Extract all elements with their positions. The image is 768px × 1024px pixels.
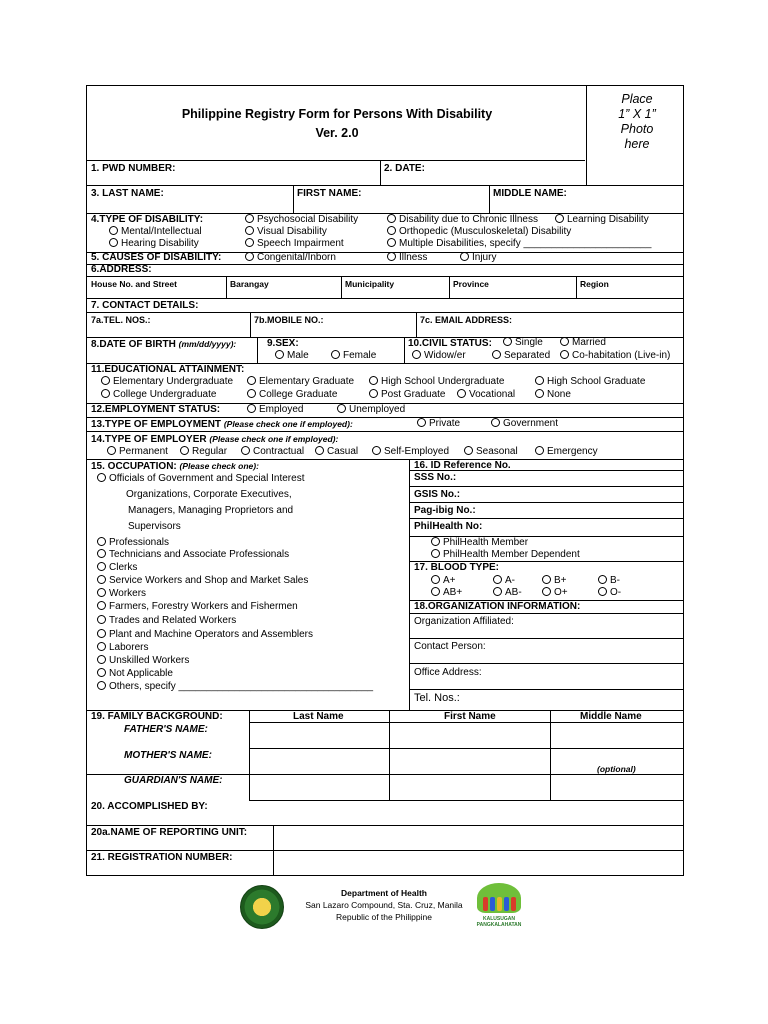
form-version: Ver. 2.0 xyxy=(315,126,359,140)
education-option[interactable]: College Undergraduate xyxy=(101,389,216,401)
employer-type-option[interactable]: Self-Employed xyxy=(372,446,449,458)
blood-option[interactable]: O+ xyxy=(542,587,568,599)
blood-option[interactable]: B- xyxy=(598,575,620,587)
occupation-option[interactable]: Farmers, Forestry Workers and Fishermen xyxy=(97,601,298,613)
civil-option[interactable]: Separated xyxy=(492,350,550,362)
guardian-label: GUARDIAN'S NAME: xyxy=(124,775,223,786)
rule xyxy=(87,850,683,851)
education-option[interactable]: High School Graduate xyxy=(535,376,645,388)
education-option[interactable]: None xyxy=(535,389,571,401)
causes-option[interactable]: Injury xyxy=(460,252,496,264)
family-col: Last Name xyxy=(293,711,344,722)
rule xyxy=(87,160,585,161)
occupation-option[interactable]: Plant and Machine Operators and Assemblers xyxy=(97,629,313,641)
last-name-label: 3. LAST NAME: xyxy=(91,188,164,199)
employment-type-label xyxy=(91,418,353,431)
address-col: Municipality xyxy=(345,279,395,289)
rule xyxy=(341,276,342,298)
logo-figure xyxy=(511,897,516,911)
occupation-option[interactable]: Officials of Government and Special Interest xyxy=(97,473,304,485)
employment-status-option[interactable]: Employed xyxy=(247,404,303,416)
sex-option[interactable]: Female xyxy=(331,350,376,362)
civil-option[interactable]: Married xyxy=(560,337,606,349)
sss-label: SSS No.: xyxy=(414,472,457,483)
occupation-text: Supervisors xyxy=(128,521,181,532)
logo-text: KALUSUGAN PANGKALAHATAN xyxy=(476,916,522,928)
pwd-number-label: 1. PWD NUMBER: xyxy=(91,163,176,174)
occupation-option[interactable]: Technicians and Associate Professionals xyxy=(97,549,289,561)
employment-type-option[interactable]: Government xyxy=(491,418,558,430)
rule xyxy=(249,748,683,749)
address-label: 6.ADDRESS: xyxy=(91,264,152,275)
mother-label: MOTHER'S NAME: xyxy=(124,750,212,761)
employment-type-hint: (Please check one if employed): xyxy=(223,419,353,429)
philhealth-option[interactable]: PhilHealth Member Dependent xyxy=(431,549,580,561)
rule xyxy=(409,613,683,614)
footer-country: Republic of the Philippine xyxy=(336,912,432,922)
mobile-label: 7b.MOBILE NO.: xyxy=(254,315,324,325)
causes-option[interactable]: Illness xyxy=(387,252,427,264)
sex-option[interactable]: Male xyxy=(275,350,309,362)
philhealth-option[interactable]: PhilHealth Member xyxy=(431,537,528,549)
occupation-text: 15. OCCUPATION: xyxy=(91,461,177,472)
rule xyxy=(409,518,683,519)
disability-option[interactable]: Learning Disability xyxy=(555,214,649,226)
occupation-option[interactable]: Not Applicable xyxy=(97,668,173,680)
philhealth-label: PhilHealth No: xyxy=(414,521,483,532)
registration-label: 21. REGISTRATION NUMBER: xyxy=(91,852,233,863)
rule xyxy=(87,264,683,265)
rule xyxy=(409,663,683,664)
employer-type-option[interactable]: Permanent xyxy=(107,446,168,458)
form-title: Philippine Registry Form for Persons With Disability xyxy=(181,107,493,121)
rule xyxy=(87,431,683,432)
causes-option[interactable]: Congenital/Inborn xyxy=(245,252,336,264)
occupation-text: Organizations, Corporate Executives, xyxy=(126,489,292,500)
office-address-label: Office Address: xyxy=(414,667,482,678)
contact-label: 7. CONTACT DETAILS: xyxy=(91,300,199,311)
occupation-option[interactable]: Laborers xyxy=(97,642,148,654)
rule xyxy=(416,312,417,337)
education-option[interactable]: Elementary Graduate xyxy=(247,376,354,388)
blood-option[interactable]: AB- xyxy=(493,587,522,599)
causes-label: 5. CAUSES OF DISABILITY: xyxy=(91,252,222,263)
employer-type-option[interactable]: Regular xyxy=(180,446,227,458)
education-option[interactable]: Post Graduate xyxy=(369,389,445,401)
occupation-hint: (Please check one): xyxy=(179,461,259,471)
blood-option[interactable]: B+ xyxy=(542,575,567,587)
rule xyxy=(87,825,683,826)
logo-figure xyxy=(504,897,509,911)
registry-form xyxy=(86,85,684,876)
tel-label: 7a.TEL. NOS.: xyxy=(91,315,151,325)
rule xyxy=(249,800,683,801)
disability-option[interactable]: Psychosocial Disability xyxy=(245,214,358,226)
education-option[interactable]: Elementary Undergraduate xyxy=(101,376,233,388)
id-ref-label: 16. ID Reference No. xyxy=(414,460,511,471)
rule xyxy=(404,337,405,363)
disability-option[interactable]: Disability due to Chronic Illness xyxy=(387,214,538,226)
civil-option[interactable]: Single xyxy=(503,337,543,349)
employment-type-option[interactable]: Private xyxy=(417,418,460,430)
employer-type-option[interactable]: Seasonal xyxy=(464,446,518,458)
rule xyxy=(449,276,450,298)
employer-type-label xyxy=(91,433,338,446)
family-label: 19. FAMILY BACKGROUND: xyxy=(91,711,223,722)
employment-status-option[interactable]: Unemployed xyxy=(337,404,405,416)
rule xyxy=(550,710,551,800)
rule xyxy=(489,185,490,213)
rule xyxy=(226,276,227,298)
pagibig-label: Pag-ibig No.: xyxy=(414,505,476,516)
blood-option[interactable]: A- xyxy=(493,575,515,587)
father-label: FATHER'S NAME: xyxy=(124,724,208,735)
employer-type-option[interactable]: Contractual xyxy=(241,446,304,458)
rule xyxy=(409,502,683,503)
employer-type-hint: (Please check one if employed): xyxy=(209,434,339,444)
rule xyxy=(380,160,381,185)
birth-hint: (mm/dd/yyyy): xyxy=(178,339,237,349)
rule xyxy=(409,689,683,690)
education-option[interactable]: Vocational xyxy=(457,389,515,401)
logo-figure xyxy=(497,897,502,911)
occupation-text: Managers, Managing Proprietors and xyxy=(128,505,294,516)
rule xyxy=(576,276,577,298)
address-col: Region xyxy=(580,279,609,289)
employment-status-label: 12.EMPLOYMENT STATUS: xyxy=(91,404,221,415)
rule xyxy=(87,312,683,313)
address-col: House No. and Street xyxy=(91,279,177,289)
education-label: 11.EDUCATIONAL ATTAINMENT: xyxy=(91,364,245,375)
civil-label: 10.CIVIL STATUS: xyxy=(408,338,492,349)
logo-figure xyxy=(483,897,488,911)
photo-text: here xyxy=(624,137,650,151)
org-tel-label: Tel. Nos.: xyxy=(414,692,460,704)
footer-address: San Lazaro Compound, Sta. Cruz, Manila xyxy=(305,900,463,910)
middle-name-label: MIDDLE NAME: xyxy=(493,188,567,199)
occupation-option[interactable]: Unskilled Workers xyxy=(97,655,189,667)
photo-text: 1” X 1” xyxy=(618,107,656,121)
occupation-option[interactable]: Professionals xyxy=(97,537,169,549)
employer-type-option[interactable]: Casual xyxy=(315,446,358,458)
employer-type-text: 14.TYPE OF EMPLOYER xyxy=(91,434,207,445)
disability-option[interactable]: Multiple Disabilities, specify _______________________ xyxy=(387,238,651,250)
disability-label: 4.TYPE OF DISABILITY: xyxy=(91,214,204,225)
first-name-label: FIRST NAME: xyxy=(297,188,362,199)
civil-option[interactable]: Widow/er xyxy=(412,350,466,362)
rule xyxy=(389,710,390,800)
rule xyxy=(87,276,683,277)
family-col: First Name xyxy=(444,711,496,722)
rule xyxy=(87,185,683,186)
sex-label: 9.SEX: xyxy=(267,338,299,349)
address-col: Province xyxy=(453,279,489,289)
logo-figure xyxy=(490,897,495,911)
occupation-option[interactable]: Workers xyxy=(97,588,146,600)
birth-label xyxy=(91,338,236,351)
kalusugan-logo xyxy=(475,883,523,929)
email-label: 7c. EMAIL ADDRESS: xyxy=(420,315,513,325)
optional-note: (optional) xyxy=(597,764,636,774)
contact-person-label: Contact Person: xyxy=(414,641,486,652)
rule xyxy=(257,337,258,363)
gsis-label: GSIS No.: xyxy=(414,489,461,500)
disability-option[interactable]: Hearing Disability xyxy=(109,238,199,250)
disability-option[interactable]: Orthopedic (Musculoskeletal) Disability xyxy=(387,226,571,238)
photo-placeholder xyxy=(589,92,685,152)
occupation-option[interactable]: Others, specify ___________________________________ xyxy=(97,681,373,693)
rule xyxy=(249,710,250,800)
blood-option[interactable]: A+ xyxy=(431,575,456,587)
education-option[interactable]: High School Undergraduate xyxy=(369,376,504,388)
rule xyxy=(409,459,410,710)
disability-option[interactable]: Visual Disability xyxy=(245,226,327,238)
footer-department: Department of Health xyxy=(341,888,427,898)
organization-label: 18.ORGANIZATION INFORMATION: xyxy=(414,601,581,612)
blood-option[interactable]: O- xyxy=(598,587,621,599)
org-affiliated-label: Organization Affiliated: xyxy=(414,616,514,627)
rule xyxy=(293,185,294,213)
rule xyxy=(409,486,683,487)
employment-type-text: 13.TYPE OF EMPLOYMENT xyxy=(91,419,222,430)
rule xyxy=(273,825,274,876)
occupation-option[interactable]: Trades and Related Workers xyxy=(97,615,236,627)
civil-option[interactable]: Co-habitation (Live-in) xyxy=(560,350,670,362)
rule xyxy=(87,298,683,299)
disability-option[interactable]: Speech Impairment xyxy=(245,238,344,250)
occupation-option[interactable]: Clerks xyxy=(97,562,137,574)
birth-label-text: 8.DATE OF BIRTH xyxy=(91,339,176,350)
photo-text: Place xyxy=(621,92,653,106)
employer-type-option[interactable]: Emergency xyxy=(535,446,598,458)
occupation-option[interactable]: Service Workers and Shop and Market Sales xyxy=(97,575,308,587)
occupation-label xyxy=(91,460,259,473)
blood-label: 17. BLOOD TYPE: xyxy=(414,562,500,573)
photo-text: Photo xyxy=(620,122,654,136)
address-col: Barangay xyxy=(230,279,269,289)
family-col: Middle Name xyxy=(580,711,642,722)
blood-option[interactable]: AB+ xyxy=(431,587,462,599)
date-label: 2. DATE: xyxy=(384,163,425,174)
education-option[interactable]: College Graduate xyxy=(247,389,337,401)
rule xyxy=(409,638,683,639)
accomplished-label: 20. ACCOMPLISHED BY: xyxy=(91,801,208,812)
rule xyxy=(250,312,251,337)
disability-option[interactable]: Mental/Intellectual xyxy=(109,226,202,238)
reporting-unit-label: 20a.NAME OF REPORTING UNIT: xyxy=(91,827,248,838)
